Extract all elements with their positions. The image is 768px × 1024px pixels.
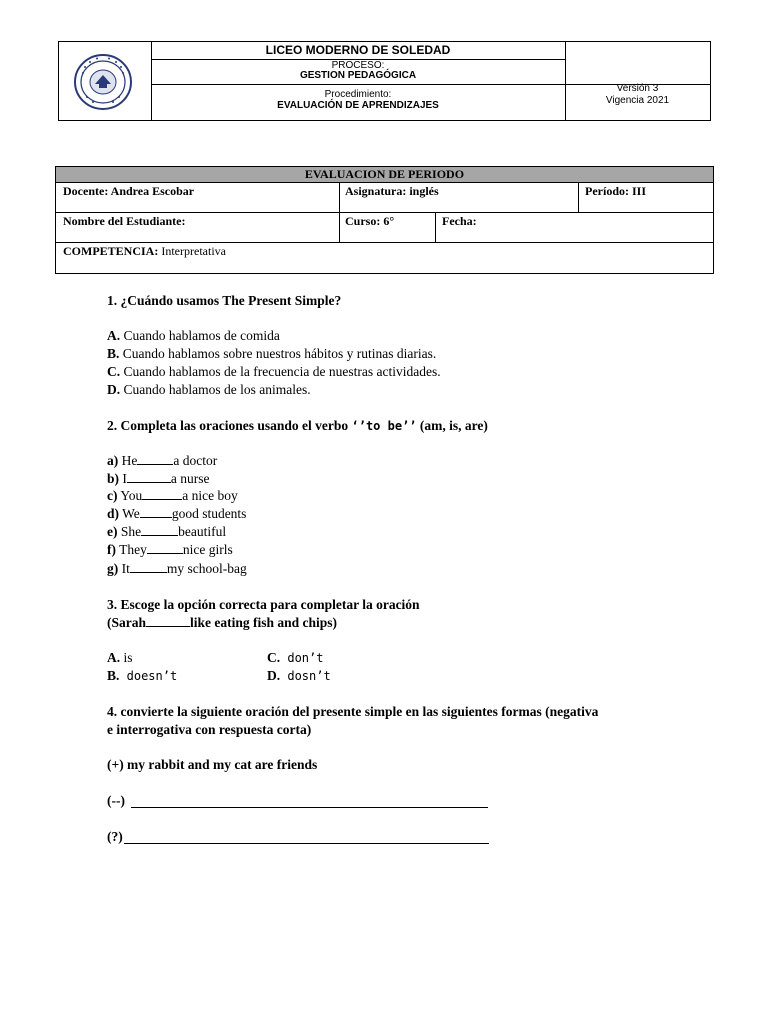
evaluation-info-table: [55, 166, 714, 274]
curso-cell: Curso: 6°: [345, 214, 395, 228]
q1-option-d: D. Cuando hablamos de los animales.: [107, 382, 311, 397]
version-text: Versión 3: [616, 83, 659, 94]
school-name: LICEO MODERNO DE SOLEDAD: [265, 43, 451, 57]
blank-line: [142, 487, 182, 500]
q2-item-g: g) It my school-bag: [107, 561, 247, 576]
competencia-value: Interpretativa: [158, 244, 226, 258]
question-4-title-line1: 4. convierte la siguiente oración del presente simple en las siguientes formas (negativa: [107, 704, 599, 719]
fecha-cell: Fecha:: [442, 214, 477, 228]
blank-line: [141, 523, 178, 536]
blank-line: [147, 541, 183, 554]
competencia-label: COMPETENCIA:: [63, 244, 159, 258]
proceso-value: GESTION PEDAGÓGICA: [299, 70, 417, 81]
proceso-label: PROCESO:: [331, 60, 385, 71]
q2-item-f: f) They nice girls: [107, 542, 233, 557]
blank-line: [130, 560, 167, 573]
document-header: [58, 41, 711, 121]
negative-label: (--): [107, 793, 125, 808]
question-4-title-line2: e interrogativa con respuesta corta): [107, 722, 312, 737]
question-4-affirmative: (+) my rabbit and my cat are friends: [107, 757, 318, 772]
question-3-sentence: (Sarah like eating fish and chips): [107, 615, 338, 630]
periodo-cell: Período: III: [585, 184, 646, 198]
school-seal-logo: [73, 53, 133, 111]
q3-option-b: B. doesn’t: [107, 668, 178, 683]
blank-line: [140, 505, 172, 518]
q2-item-d: d) We good students: [107, 506, 247, 521]
docente-cell: Docente: Andrea Escobar: [63, 184, 195, 198]
q1-option-b: B. Cuando hablamos sobre nuestros hábitos y rutinas diarias.: [107, 346, 437, 361]
blank-line: [127, 470, 171, 483]
q1-option-a: A. Cuando hablamos de comida: [107, 328, 280, 343]
procedimiento-label: Procedimiento:: [324, 89, 392, 100]
q3-option-c: C. don’t: [267, 650, 324, 665]
vigencia-text: Vigencia 2021: [605, 95, 670, 106]
competencia-cell: [63, 244, 226, 259]
table-title: EVALUACION DE PERIODO: [304, 167, 465, 181]
q2-item-e: e) She beautiful: [107, 524, 227, 539]
blank-line: [137, 452, 173, 465]
q1-option-c: C. Cuando hablamos de la frecuencia de nuestras actividades.: [107, 364, 441, 379]
nombre-estudiante-cell: Nombre del Estudiante:: [63, 214, 186, 228]
question-label: (?): [107, 829, 123, 844]
question-answer-line: [124, 843, 489, 844]
procedimiento-value: EVALUACIÓN DE APRENDIZAJES: [277, 100, 439, 111]
question-2-title: 2. Completa las oraciones usando el verbo ‘’to be’’ (am, is, are): [107, 418, 488, 433]
q2-item-c: c) You a nice boy: [107, 488, 238, 503]
q3-option-d: D. dosn’t: [267, 668, 331, 683]
q2-item-a: a) He a doctor: [107, 453, 218, 468]
negative-answer-line: [131, 807, 488, 808]
q3-option-a: A. is: [107, 650, 133, 665]
q2-item-b: b) I a nurse: [107, 471, 210, 486]
question-3-title: 3. Escoge la opción correcta para completar la oración: [107, 597, 420, 612]
blank-line: [146, 614, 190, 627]
asignatura-cell: Asignatura: inglés: [345, 184, 439, 198]
question-1-title: 1. ¿Cuándo usamos The Present Simple?: [107, 293, 342, 308]
